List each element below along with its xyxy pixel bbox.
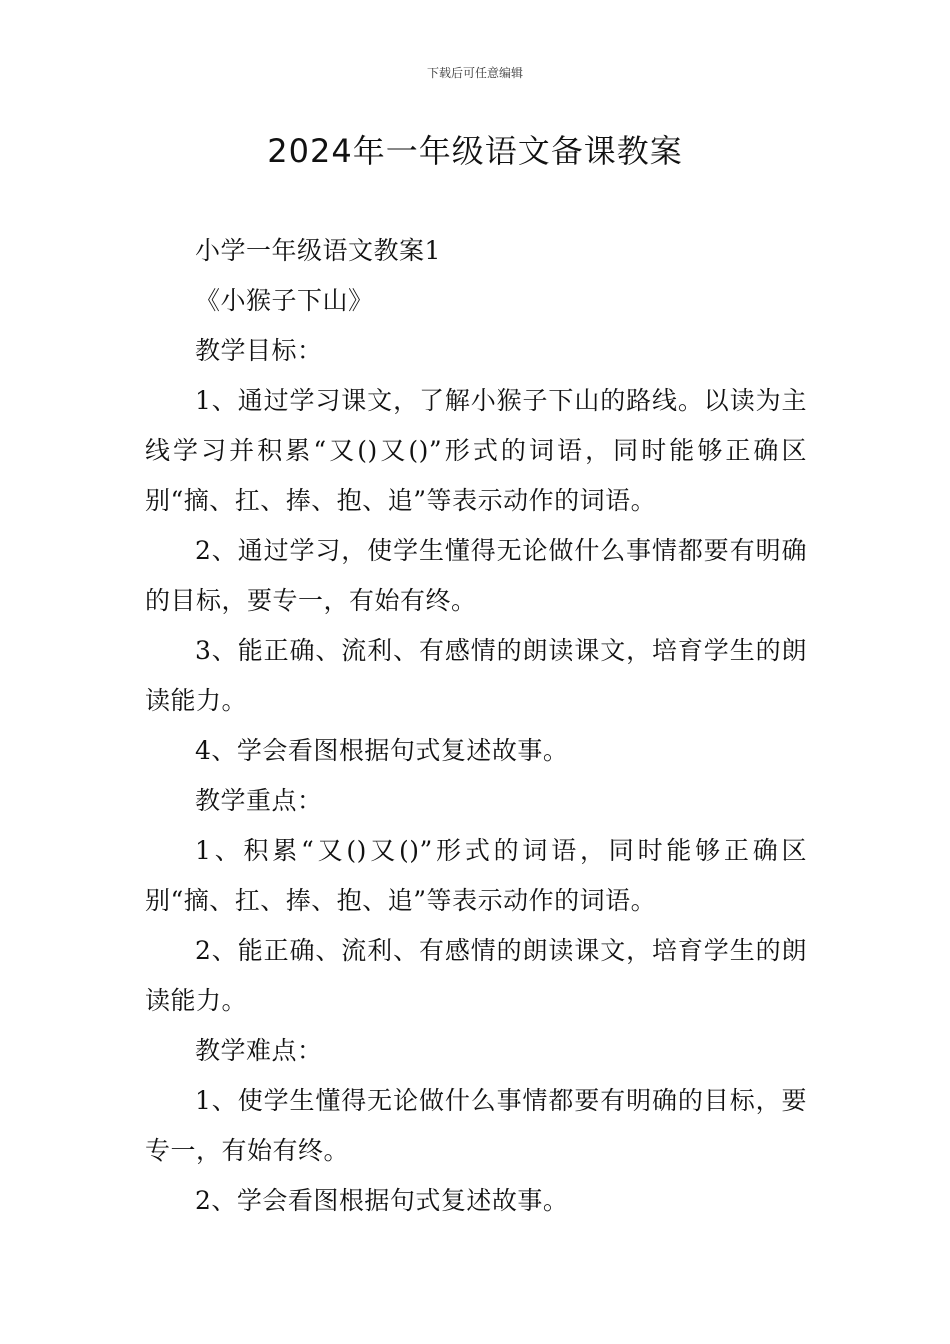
- header-note: 下载后可任意编辑: [426, 66, 523, 80]
- paragraph-lesson-title: 《小猴子下山》: [195, 286, 374, 315]
- paragraph-goal-2: 2、通过学习，使学生懂得无论做什么事情都要有明确的目标，要专一，有始有终。: [145, 536, 807, 615]
- paragraph-difficulty-2: 2、学会看图根据句式复述故事。: [195, 1186, 569, 1215]
- paragraph-goals-heading: 教学目标：: [195, 336, 323, 365]
- paragraph-difficulty-1: 1、使学生懂得无论做什么事情都要有明确的目标，要专一，有始有终。: [145, 1086, 807, 1165]
- paragraph-goal-3: 3、能正确、流利、有感情的朗读课文，培育学生的朗读能力。: [145, 636, 807, 715]
- document-title: 2024年一年级语文备课教案: [267, 132, 683, 170]
- paragraph-goal-1: 1、通过学习课文，了解小猴子下山的路线。以读为主线学习并积累“又()又()”形式的词语，同时能够正确区别“摘、扛、捧、抱、追”等表示动作的词语。: [145, 386, 807, 515]
- paragraph-difficulties-heading: 教学难点：: [195, 1036, 323, 1065]
- document-body: [145, 226, 807, 1226]
- paragraph-lesson-heading: 小学一年级语文教案1: [195, 236, 441, 265]
- paragraph-key-point-2: 2、能正确、流利、有感情的朗读课文，培育学生的朗读能力。: [145, 936, 807, 1015]
- paragraph-key-point-1: 1、积累“又()又()”形式的词语，同时能够正确区别“摘、扛、捧、抱、追”等表示动作的词语。: [145, 836, 807, 915]
- paragraph-goal-4: 4、学会看图根据句式复述故事。: [195, 736, 569, 765]
- paragraph-key-points-heading: 教学重点：: [195, 786, 323, 815]
